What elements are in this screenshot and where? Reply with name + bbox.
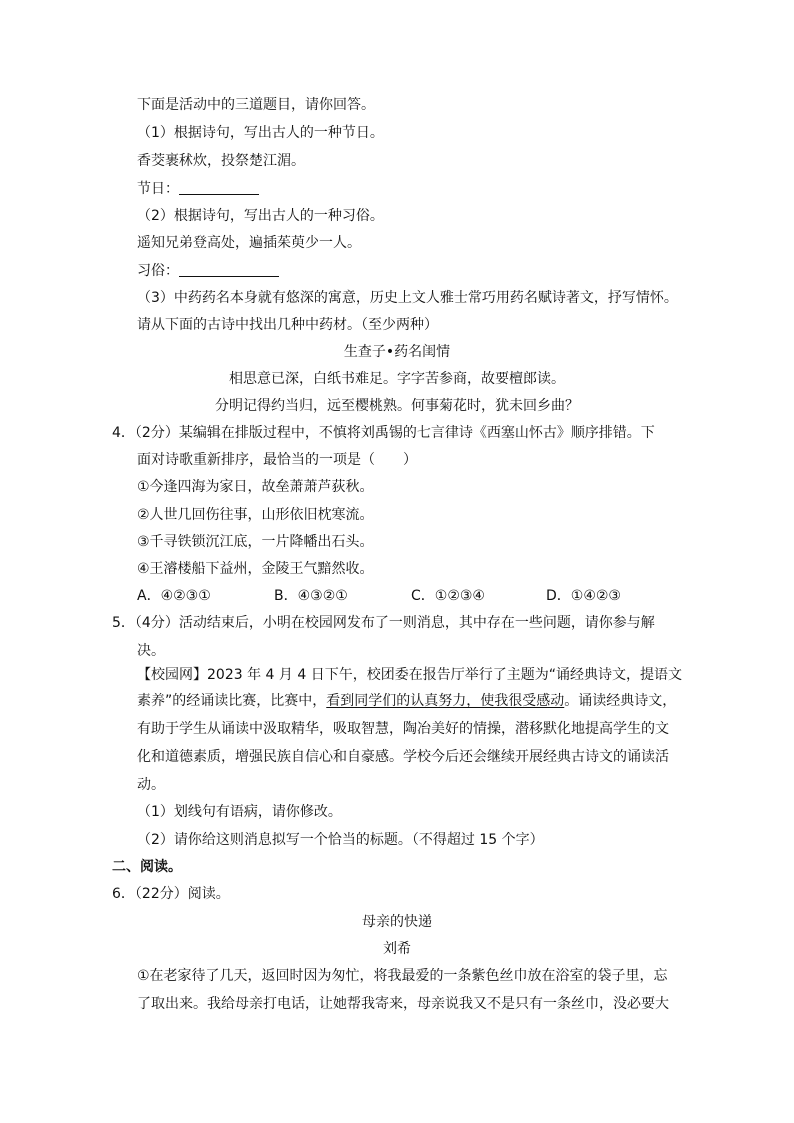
poem-title: 生查子•药名闺情: [343, 344, 451, 360]
item4-line-4: ④王濬楼船下益州，金陵王气黯然收。: [137, 561, 374, 577]
item4-line-2: ②人世几回伤往事，山形依旧枕寒流。: [137, 507, 374, 523]
article-title: 母亲的快递: [362, 914, 432, 930]
item4-line-3: ③千寻铁锁沉江底，一片降幡出石头。: [137, 534, 374, 550]
paragraph-1-line-2: 了取出来。我给母亲打电话，让她帮我寄来，母亲说我又不是只有一条丝巾，没必要大: [137, 996, 669, 1012]
option-d[interactable]: D．①④②③: [546, 588, 621, 604]
intro-text: 下面是活动中的三道题目，请你回答。: [137, 97, 375, 113]
item4-line-1: ①今逢四海为家日，故垒萧萧芦荻秋。: [137, 479, 374, 495]
item5-sub-2: （2）请你给这则消息拟写一个恰当的标题。（不得超过 15 个字）: [137, 832, 544, 848]
q3-prompt-2: 请从下面的古诗中找出几种中药材。（至少两种）: [137, 317, 438, 333]
q2-answer-label: 习俗：: [137, 263, 179, 279]
item4-stem: 4．（2分）某编辑在排版过程中，不慎将刘禹锡的七言律诗《西塞山怀古》顺序排错。下: [112, 425, 655, 441]
paragraph-1-line-1: ①在老家待了几天，返回时因为匆忙，将我最爱的一条紫色丝巾放在浴室的袋子里，忘: [137, 968, 668, 984]
news-line-1: 【校园网】2023 年 4 月 4 日下午，校团委在报告厅举行了主题为“诵经典诗文，提语文: [137, 667, 682, 683]
q2-prompt: （2）根据诗句，写出古人的一种习俗。: [137, 208, 384, 224]
option-a[interactable]: A．④②③①: [137, 588, 211, 604]
underlined-sentence: 看到同学们的认真努力，使我很受感动: [326, 693, 565, 709]
poem-line-1: 相思意已深，白纸书难足。字字苦参商，故要檀郎读。: [229, 371, 565, 387]
q3-prompt: （3）中药药名本身就有悠深的寓意，历史上文人雅士常巧用药名赋诗著文，抒写情怀。: [137, 290, 678, 306]
q1-answer-line: [137, 180, 259, 198]
q1-answer-blank[interactable]: [179, 180, 259, 195]
news-line-3: 有助于学生从诵读中汲取精华，吸取智慧，陶冶美好的情操，潜移默化地提高学生的文: [137, 721, 669, 737]
news-line-2-end: 。诵读经典诗文，: [564, 693, 677, 709]
item5-stem-cont: 决。: [137, 643, 165, 659]
section-heading: 二、阅读。: [112, 859, 182, 875]
q2-poem: 遥知兄弟登高处，遍插茱萸少一人。: [137, 235, 361, 251]
item5-sub-1: （1）划线句有语病，请你修改。: [137, 804, 342, 820]
article-author: 刘希: [383, 941, 411, 957]
q2-answer-line: [137, 262, 279, 280]
item6-stem: 6．（22分）阅读。: [112, 886, 230, 902]
news-line-2: [137, 692, 676, 710]
item5-stem: 5．（4分）活动结束后，小明在校园网发布了一则消息，其中存在一些问题，请你参与解: [112, 615, 655, 631]
poem-line-2: 分明记得约当归，远至樱桃熟。何事菊花时，犹未回乡曲？: [215, 398, 579, 414]
q1-poem: 香茭裹秫炊，投祭楚江湄。: [137, 153, 305, 169]
item4-stem-cont: 面对诗歌重新排序，最恰当的一项是（ ）: [137, 452, 417, 468]
news-line-4: 化和道德素质，增强民族自信心和自豪感。学校今后还会继续开展经典古诗文的诵读活: [137, 749, 669, 765]
option-c[interactable]: C．①②③④: [411, 588, 485, 604]
q1-prompt: （1）根据诗句，写出古人的一种节日。: [137, 125, 384, 141]
news-line-5: 动。: [137, 777, 165, 793]
q2-answer-blank[interactable]: [179, 262, 279, 277]
news-line-2-start: 素养”的经诵读比赛，比赛中，: [137, 693, 327, 709]
option-b[interactable]: B．④③②①: [274, 588, 348, 604]
q1-answer-label: 节日：: [137, 181, 179, 197]
